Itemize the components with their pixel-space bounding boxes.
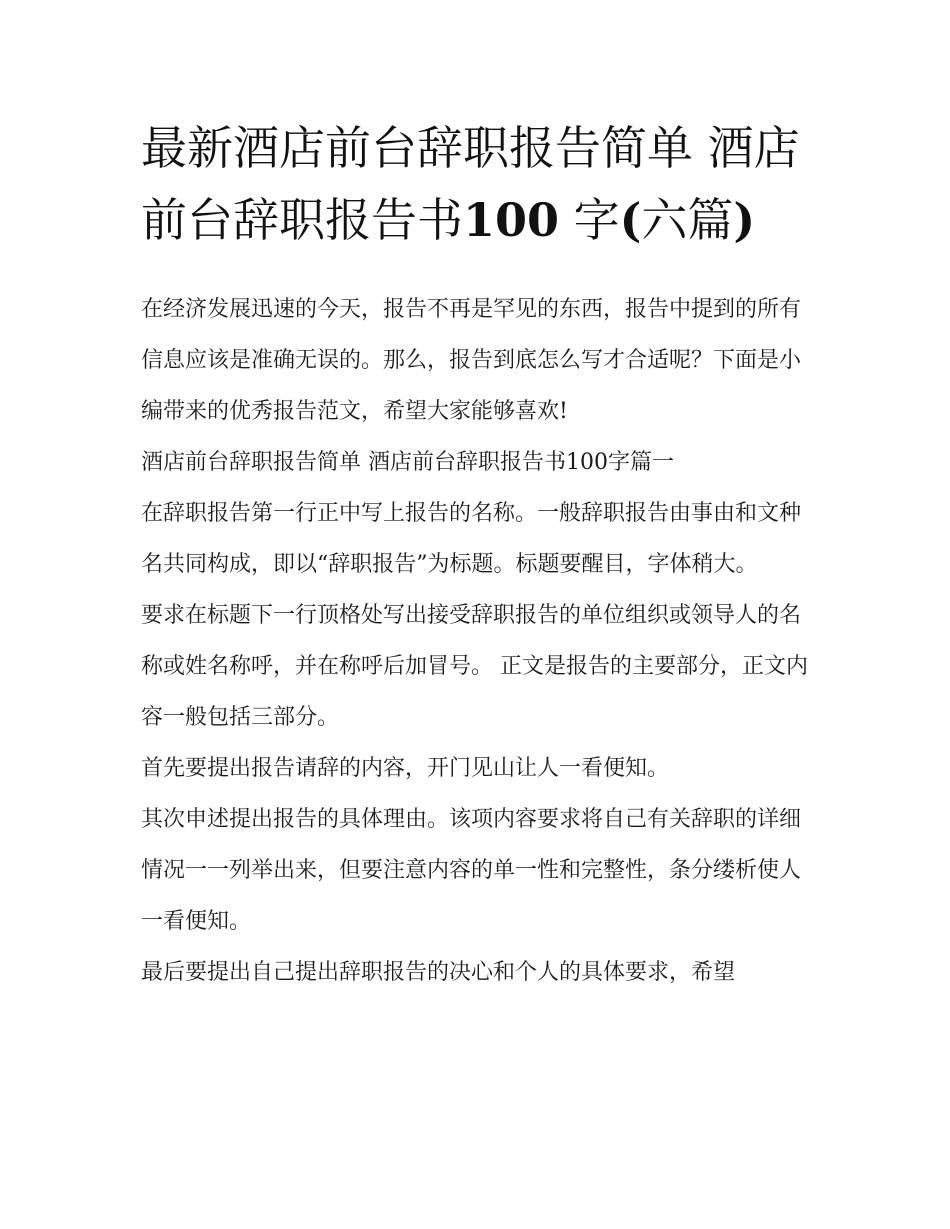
title-text-part2: 字 [559, 193, 620, 247]
title-text-part3: 六篇 [641, 193, 734, 247]
body-paragraph: 其次申述提出报告的具体理由。该项内容要求将自己有关辞职的详细情况一一列举出来，但要注意内容的单一性和完整性，条分缕析使人一看便知。 [141, 807, 802, 934]
title-paren-open: ( [619, 193, 642, 247]
title-number: 100 [463, 193, 560, 247]
title-paren-close: ) [733, 193, 756, 247]
body-paragraph: 首先要提出报告请辞的内容，开门见山让人一看便知。 [141, 756, 670, 781]
document-title [141, 112, 816, 256]
section-heading: 酒店前台辞职报告简单 酒店前台辞职报告书100字篇一 [141, 450, 674, 475]
body-paragraph: 要求在标题下一行顶格处写出接受辞职报告的单位组织或领导人的名称或姓名称呼，并在称呼后加冒号。 正文是报告的主要部分，正文内容一般包括三部分。 [141, 603, 808, 730]
document-body [141, 284, 816, 998]
document-content [141, 112, 816, 998]
body-paragraph: 在辞职报告第一行正中写上报告的名称。一般辞职报告由事由和文种名共同构成，即以“辞职报告”为标题。标题要醒目，字体稍大。 [141, 501, 802, 577]
intro-paragraph: 在经济发展迅速的今天，报告不再是罕见的东西，报告中提到的所有信息应该是准确无误的。那么，报告到底怎么写才合适呢？下面是小编带来的优秀报告范文，希望大家能够喜欢! [141, 297, 802, 424]
body-paragraph: 最后要提出自己提出辞职报告的决心和个人的具体要求，希望 [141, 960, 736, 985]
title-text-part1: 最新酒店前台辞职报告简单 酒店前台辞职报告书 [141, 121, 800, 247]
